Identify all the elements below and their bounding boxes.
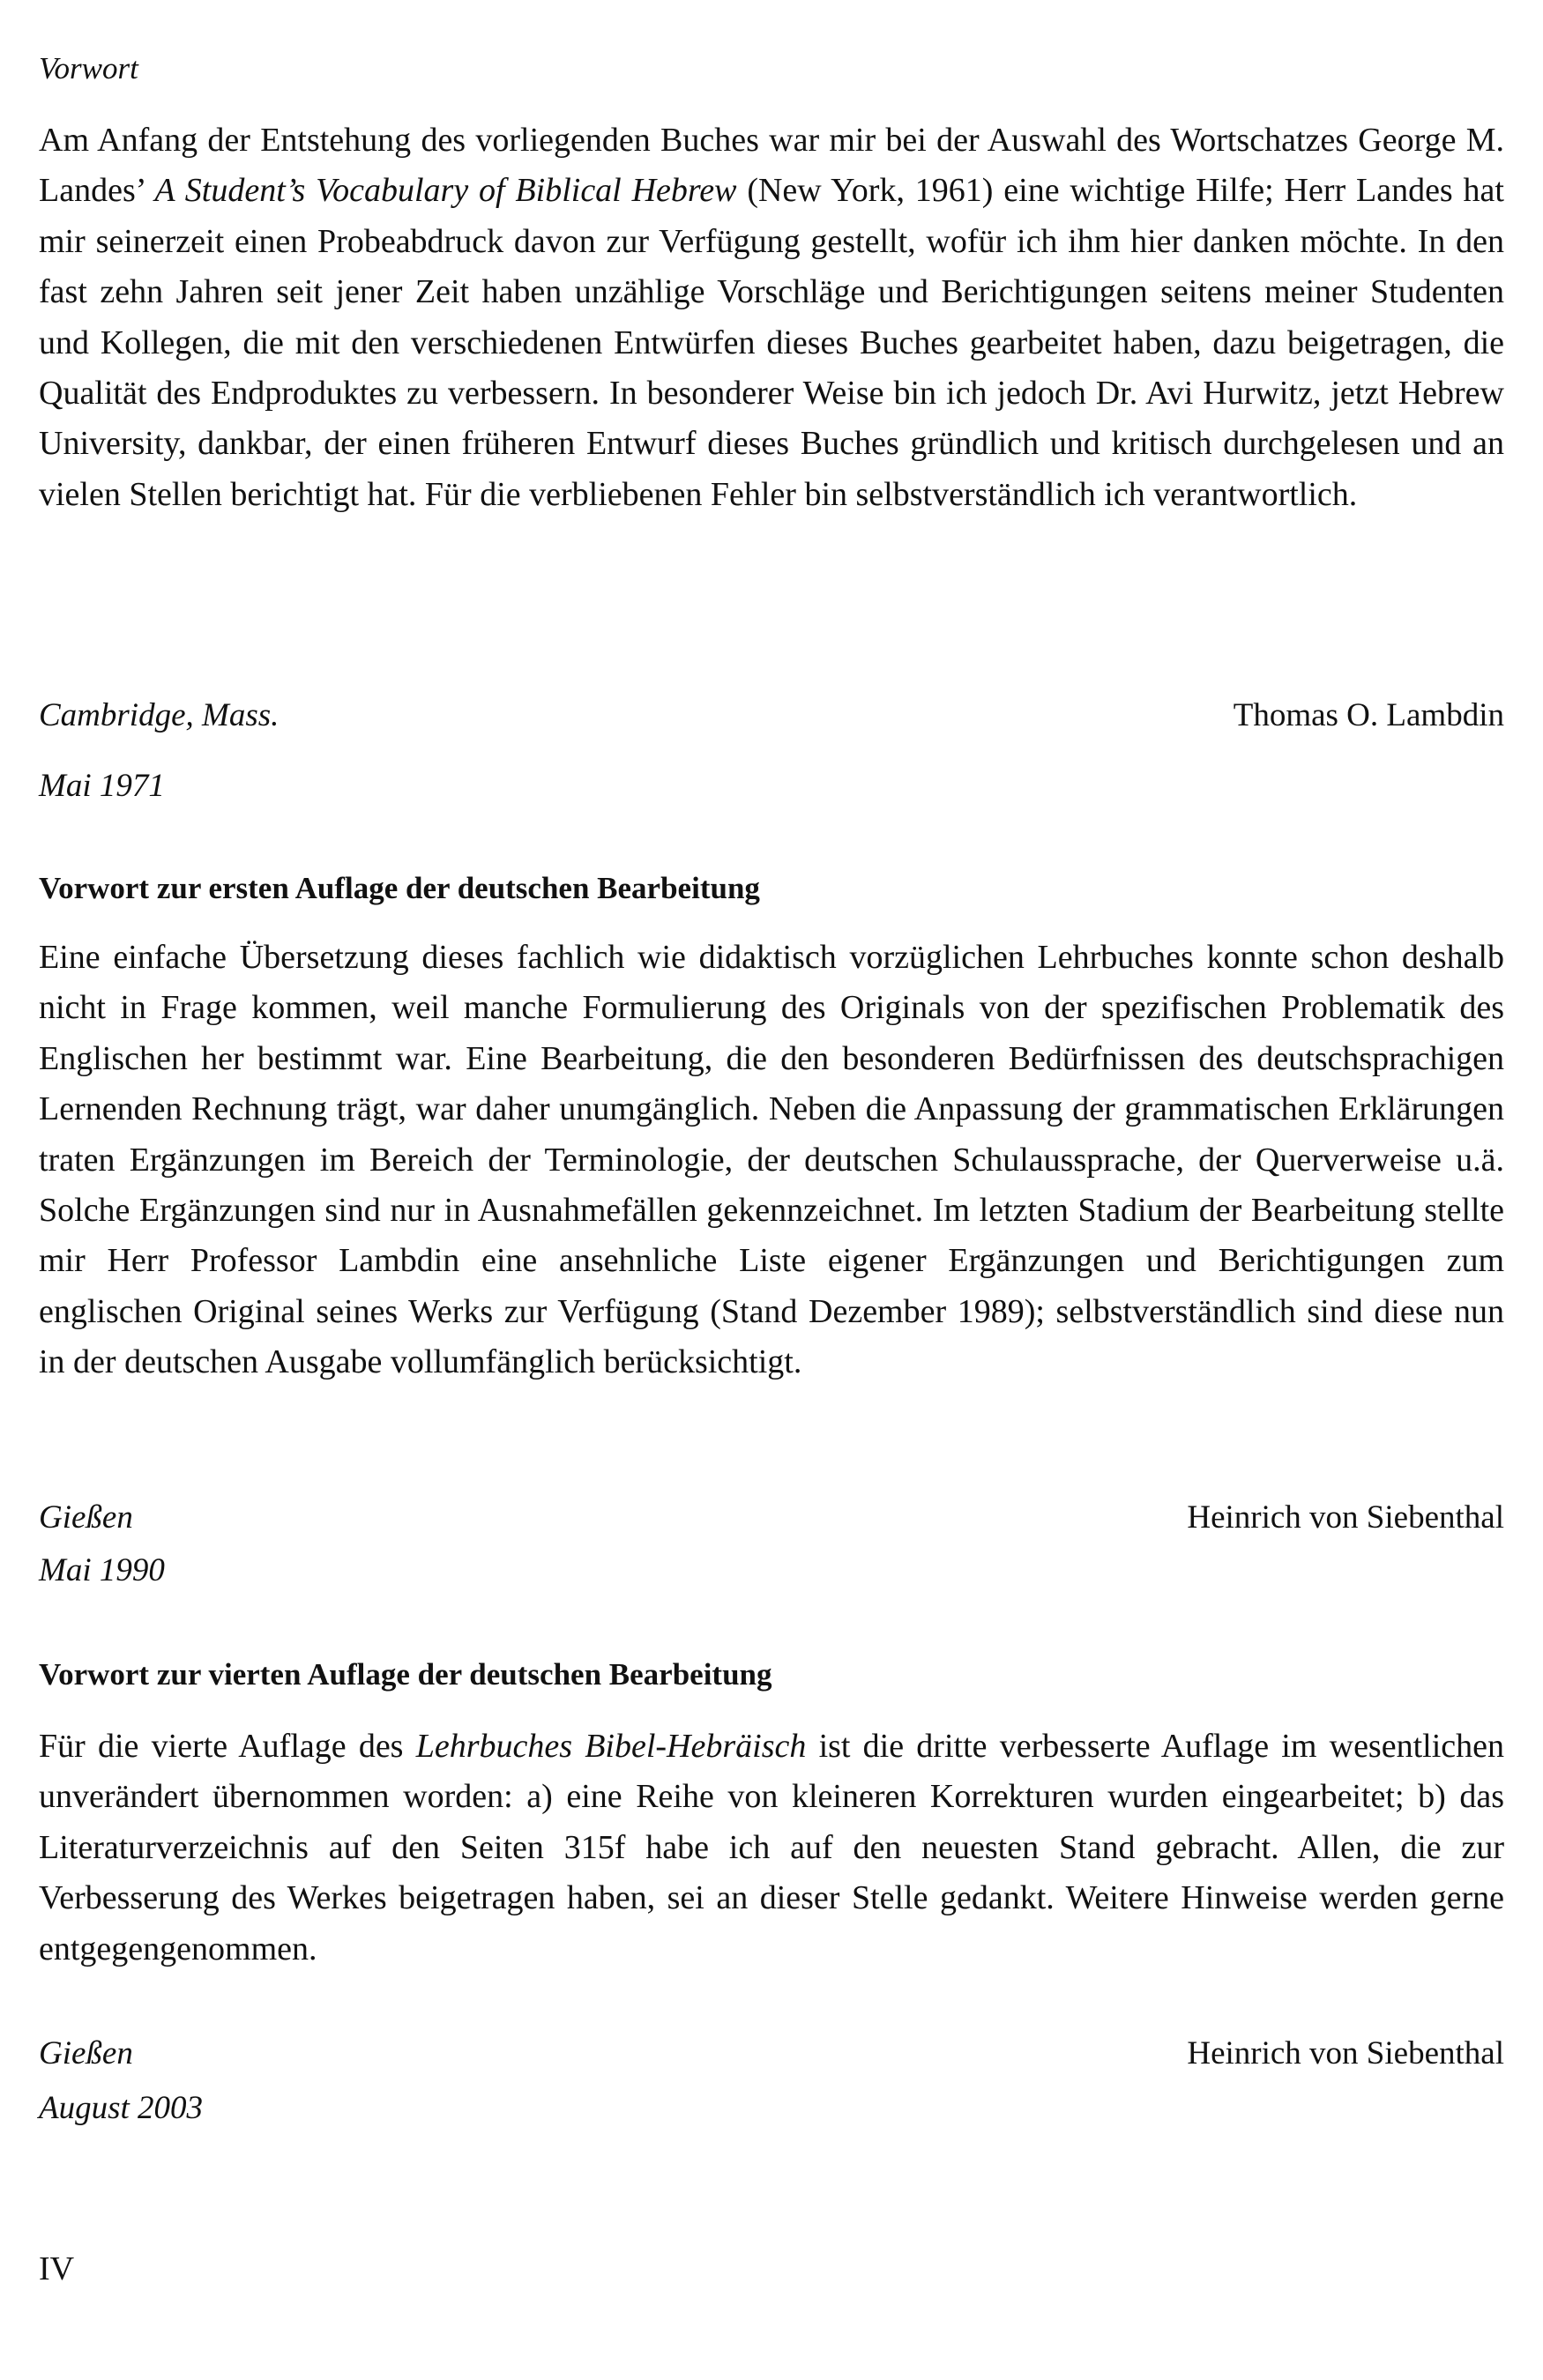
heading-fourth-edition: Vorwort zur vierten Auflage der deutschen Bearbeitung (39, 1657, 772, 1692)
preface-3-text-after: ist die dritte verbesserte Auflage im wesentlichen unverändert übernommen worden: a) eine Reihe von kleineren Korrekturen wurden eingearbeitet; b) das Literaturverzeichnis auf den Seiten 315f habe ich auf den neuesten Stand gebracht. Allen, die zur Verbesserung des Werkes beigetragen haben, sei an dieser Stelle gedankt. Weitere Hinweise werden gerne entgegengenommen. (39, 1728, 1504, 1967)
preface-3-text-before: Für die vierte Auflage des (39, 1728, 416, 1765)
signer-siebenthal-2003: Heinrich von Siebenthal (1187, 2035, 1504, 2071)
preface-text-before: Am Anfang der Entstehung des vorliegenden Buches war mir bei der Auswahl des Wortschatzes George M. Landes’ (39, 122, 1504, 210)
date-1971: Mai 1971 (39, 768, 165, 804)
preface-paragraph-3 (39, 1722, 1504, 1975)
signer-siebenthal-1990: Heinrich von Siebenthal (1187, 1499, 1504, 1536)
place-giessen-1990: Gießen (39, 1499, 133, 1536)
signer-lambdin: Thomas O. Lambdin (1233, 697, 1504, 733)
lehrbuch-title-italic: Lehrbuches Bibel-Hebräisch (415, 1728, 807, 1765)
page-number: IV (39, 2250, 75, 2287)
place-giessen-2003: Gießen (39, 2035, 133, 2071)
book-title-italic: A Student’s Vocabulary of Biblical Hebrew (154, 172, 737, 210)
running-head: Vorwort (39, 51, 138, 86)
place-cambridge: Cambridge, Mass. (39, 697, 280, 733)
preface-paragraph-2: Eine einfache Übersetzung dieses fachlich wie didaktisch vorzüglichen Lehrbuches konnte schon deshalb nicht in Frage kommen, weil manche Formulierung des Originals von der spezifischen Problematik des Englischen her bestimmt war. Eine Bearbeitung, die den besonderen Bedürfnissen des deutschsprachigen Lernenden Rechnung trägt, war daher unumgänglich. Neben die Anpassung der grammatischen Erklärungen traten Ergänzungen im Bereich der Terminologie, der deutschen Schulaussprache, der Querverweise u.ä. Solche Ergänzungen sind nur in Ausnahmefällen gekennzeichnet. Im letzten Stadium der Bearbeitung stellte mir Herr Professor Lambdin eine ansehnliche Liste eigener Ergänzungen und Berichtigungen zum englischen Original seines Werks zur Verfügung (Stand Dezember 1989); selbstverständlich sind diese nun in der deutschen Ausgabe vollumfänglich berücksichtigt. (39, 939, 1504, 1381)
preface-text-after: (New York, 1961) eine wichtige Hilfe; Herr Landes hat mir seinerzeit einen Probeabdruck davon zur Verfügung gestellt, wofür ich ihm hier danken möchte. In den fast zehn Jahren seit jener Zeit haben unzählige Vorschläge und Berichtigungen seitens meiner Studenten und Kollegen, die mit den verschiedenen Entwürfen dieses Buches gearbeitet haben, dazu beigetragen, die Qualität des Endproduktes zu verbessern. In besonderer Weise bin ich jedoch Dr. Avi Hurwitz, jetzt Hebrew University, dankbar, der einen früheren Entwurf dieses Buches gründlich und kritisch durchgelesen und an vielen Stellen berichtigt hat. Für die verbliebenen Fehler bin selbstverständlich ich verantwortlich. (39, 172, 1504, 513)
date-1990: Mai 1990 (39, 1552, 165, 1588)
heading-first-edition: Vorwort zur ersten Auflage der deutschen Bearbeitung (39, 871, 760, 905)
date-2003: August 2003 (39, 2090, 204, 2126)
preface-paragraph-1 (39, 115, 1504, 520)
